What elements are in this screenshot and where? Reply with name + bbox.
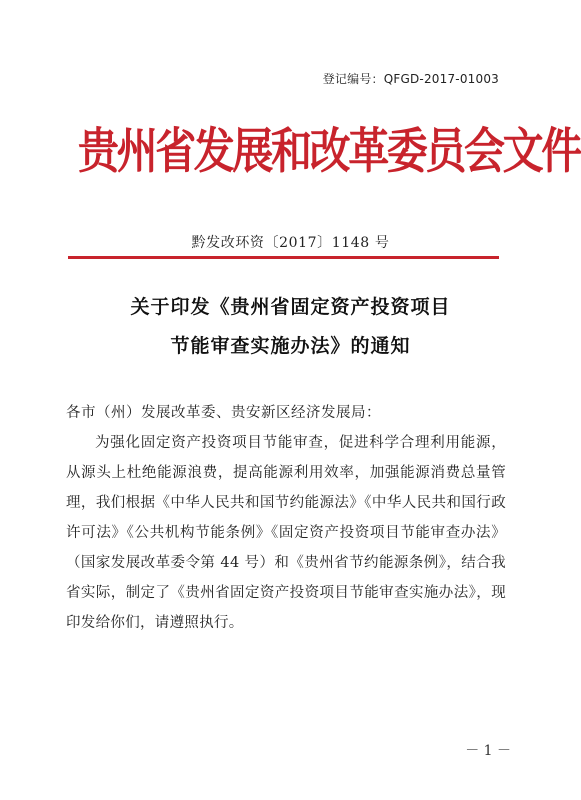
document-body [66,398,506,638]
registration-number: 登记编号：QFGD-2017-01003 [322,72,499,86]
notice-title-line-1: 关于印发《贵州省固定资产投资项目 [130,296,451,318]
page-number: － 1 － [465,743,511,759]
document-number: 黔发改环资〔2017〕1148 号 [191,235,390,251]
red-divider-line [68,256,499,259]
salutation: 各市（州）发展改革委、贵安新区经济发展局： [66,405,381,421]
body-paragraph: 为强化固定资产投资项目节能审查，促进科学合理利用能源，从源头上杜绝能源浪费，提高能源利用效率，加强能源消费总量管理，我们根据《中华人民共和国节约能源法》《中华人民共和国行政许可法》《公共机构节能条例》《固定资产投资项目节能审查办法》（国家发展改革委令第 44 号）和《贵州省节约能源条例》，结合我省实际，制定了《贵州省固定资产投资项目节能审查实施办法》，现印发给你们，请遵照执行。 [66,435,506,631]
issuing-authority-header: 贵州省发展和改革委员会文件 [78,122,580,180]
notice-title-line-2: 节能审查实施办法》的通知 [170,335,411,357]
